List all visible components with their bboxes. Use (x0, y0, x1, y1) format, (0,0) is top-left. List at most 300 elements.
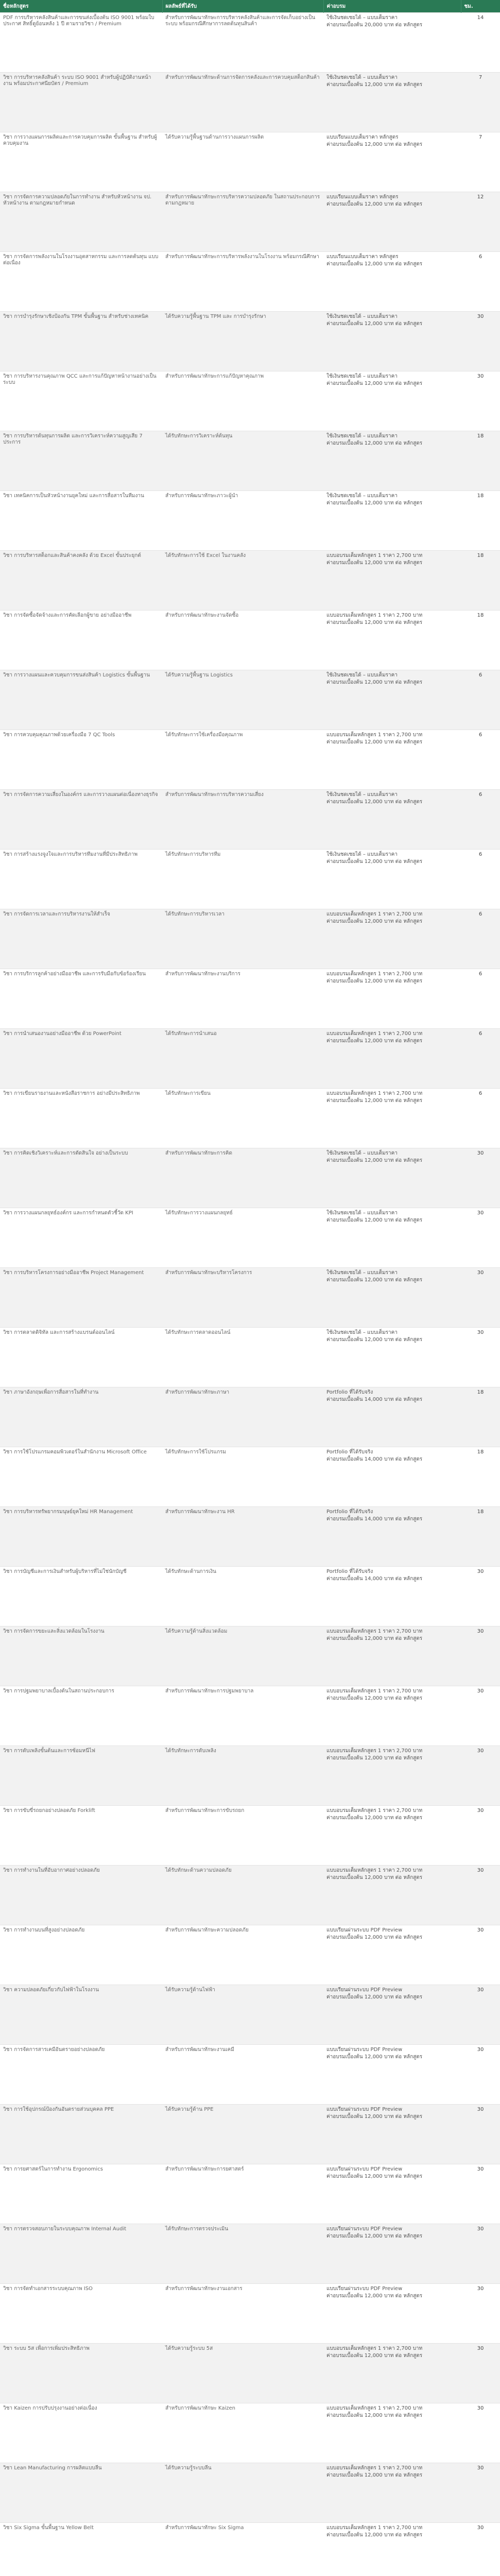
course-hours: 30 (461, 1208, 500, 1268)
table-row (0, 1208, 500, 1268)
price-line: ค่าอบรมเบื้องต้น 14,000 บาท ต่อ หลักสูตร (326, 1516, 423, 1522)
price-line: ค่าอบรมเบื้องต้น 12,000 บาท ต่อ หลักสูตร (326, 919, 423, 924)
course-outcome: สำหรับการพัฒนาทักษะการบริหารความเสี่ยง (162, 790, 323, 850)
price-line: ค่าอบรมเบื้องต้น 12,000 บาท ต่อ หลักสูตร (326, 2293, 423, 2299)
table-row (0, 1806, 500, 1866)
course-outcome: ได้รับทักษะการบริหารเวลา (162, 909, 323, 969)
course-title: วิชา การดับเพลิงขั้นต้นและการซ้อมหนีไฟ (0, 1746, 162, 1806)
price-line: ค่าอบรมเบื้องต้น 12,000 บาท ต่อ หลักสูตร (326, 2054, 423, 2060)
price-line: แบบอบรมเต็มหลักสูตร 1 ราคา 2,700 บาท (326, 1868, 423, 1873)
price-line: ใช้เงินชดเชยได้ – แบบเต็มราคา (326, 792, 398, 798)
course-price (323, 1567, 461, 1626)
course-hours: 30 (461, 2045, 500, 2105)
course-outcome: สำหรับการพัฒนาทักษะการบริหารคลังสินค้าและการจัดเก็บอย่างเป็นระบบ พร้อมกรณีศึกษาการลดต้นทุนสินค้า (162, 13, 323, 73)
course-title: วิชา Kaizen การปรับปรุงงานอย่างต่อเนื่อง (0, 2403, 162, 2463)
course-hours: 30 (461, 2224, 500, 2284)
table-row (0, 1328, 500, 1387)
course-outcome: ได้รับทักษะด้านการเงิน (162, 1567, 323, 1626)
course-title: วิชา Six Sigma ขั้นพื้นฐาน Yellow Belt (0, 2523, 162, 2576)
price-line: ค่าอบรมเบื้องต้น 12,000 บาท ต่อ หลักสูตร (326, 739, 423, 745)
price-line: ใช้เงินชดเชยได้ – แบบเต็มราคา (326, 1150, 398, 1156)
course-title: วิชา Lean Manufacturing การผลิตแบบลีน (0, 2463, 162, 2523)
price-line: Portfolio ที่ได้รับจริง (326, 1569, 373, 1574)
table-row (0, 969, 500, 1029)
price-line: ค่าอบรมเบื้องต้น 12,000 บาท ต่อ หลักสูตร (326, 1696, 423, 1701)
price-line: ค่าอบรมเบื้องต้น 12,000 บาท ต่อ หลักสูตร (326, 1994, 423, 2000)
table-row (0, 1746, 500, 1806)
course-outcome: ได้รับทักษะการวางแผนกลยุทธ์ (162, 1208, 323, 1268)
course-price (323, 1447, 461, 1507)
price-line: ค่าอบรมเบื้องต้น 12,000 บาท ต่อ หลักสูตร (326, 261, 423, 267)
price-line: แบบเรียนผ่านระบบ PDF Preview (326, 2226, 403, 2232)
price-line: ค่าอบรมเบื้องต้น 12,000 บาท ต่อ หลักสูตร (326, 620, 423, 625)
course-price (323, 13, 461, 73)
course-hours: 30 (461, 2344, 500, 2403)
course-outcome: สำหรับการพัฒนาทักษะการปฐมพยาบาล (162, 1686, 323, 1746)
course-outcome: สำหรับการพัฒนาทักษะการบริหารพลังงานในโรงงาน พร้อมกรณีศึกษา (162, 252, 323, 312)
course-title: วิชา การขับขี่รถยกอย่างปลอดภัย Forklift (0, 1806, 162, 1866)
course-outcome: ได้รับทักษะการดับเพลิง (162, 1746, 323, 1806)
price-line: แบบอบรมเต็มหลักสูตร 1 ราคา 2,700 บาท (326, 971, 423, 977)
course-hours: 30 (461, 1925, 500, 1985)
course-hours: 18 (461, 491, 500, 551)
price-line: ค่าอบรมเบื้องต้น 12,000 บาท ต่อ หลักสูตร (326, 321, 423, 327)
course-title: วิชา การใช้อุปกรณ์ป้องกันอันตรายส่วนบุคคล PPE (0, 2105, 162, 2164)
price-line: ค่าอบรมเบื้องต้น 12,000 บาท ต่อ หลักสูตร (326, 2174, 423, 2179)
price-line: ค่าอบรมเบื้องต้น 12,000 บาท ต่อ หลักสูตร (326, 2472, 423, 2478)
course-hours: 30 (461, 2463, 500, 2523)
price-line: แบบเรียนแบบเต็มราคา หลักสูตร (326, 194, 399, 200)
course-outcome: ได้รับทักษะการใช้เครื่องมือคุณภาพ (162, 730, 323, 790)
course-title: วิชา การวางแผนกลยุทธ์องค์กร และการกำหนดตัวชี้วัด KPI (0, 1208, 162, 1268)
course-hours: 30 (461, 1686, 500, 1746)
price-line: ค่าอบรมเบื้องต้น 12,000 บาท ต่อ หลักสูตร (326, 142, 423, 147)
price-line: Portfolio ที่ได้รับจริง (326, 1389, 373, 1395)
course-outcome: ได้รับความรู้ระบบ 5ส (162, 2344, 323, 2403)
course-hours: 30 (461, 2284, 500, 2344)
course-price (323, 1866, 461, 1925)
table-row (0, 192, 500, 252)
course-price (323, 2463, 461, 2523)
table-row (0, 1268, 500, 1328)
price-line: ค่าอบรมเบื้องต้น 12,000 บาท ต่อ หลักสูตร (326, 859, 423, 865)
table-row (0, 1626, 500, 1686)
table-row (0, 611, 500, 670)
course-title: วิชา การจัดทำเอกสารระบบคุณภาพ ISO (0, 2284, 162, 2344)
price-line: ค่าอบรมเบื้องต้น 12,000 บาท ต่อ หลักสูตร (326, 1755, 423, 1761)
price-line: แบบอบรมเต็มหลักสูตร 1 ราคา 2,700 บาท (326, 732, 423, 738)
course-title: วิชา การจัดการเวลาและการบริหารงานให้สำเร็จ (0, 909, 162, 969)
course-price (323, 132, 461, 192)
course-outcome: ได้รับความรู้ด้าน PPE (162, 2105, 323, 2164)
price-line: แบบอบรมเต็มหลักสูตร 1 ราคา 2,700 บาท (326, 613, 423, 618)
course-outcome: สำหรับการพัฒนาทักษะงานเคมี (162, 2045, 323, 2105)
course-price (323, 371, 461, 431)
course-price (323, 969, 461, 1029)
header-course: ชื่อหลักสูตร (0, 0, 162, 13)
course-hours: 30 (461, 1746, 500, 1806)
course-price (323, 1806, 461, 1866)
price-line: ใช้เงินชดเชยได้ – แบบเต็มราคา (326, 493, 398, 499)
course-outcome: ได้รับทักษะการตลาดออนไลน์ (162, 1328, 323, 1387)
course-price (323, 73, 461, 132)
table-row (0, 909, 500, 969)
course-title: วิชา การจัดซื้อจัดจ้างและการคัดเลือกผู้ขาย อย่างมืออาชีพ (0, 611, 162, 670)
course-price (323, 491, 461, 551)
course-outcome: สำหรับการพัฒนาทักษะงาน HR (162, 1507, 323, 1567)
course-hours: 30 (461, 371, 500, 431)
course-outcome: สำหรับการพัฒนาทักษะการยศาสตร์ (162, 2164, 323, 2224)
price-line: ค่าอบรมเบื้องต้น 12,000 บาท ต่อ หลักสูตร (326, 2114, 423, 2120)
course-outcome: ได้รับความรู้ระบบลีน (162, 2463, 323, 2523)
course-price (323, 670, 461, 730)
table-row (0, 1567, 500, 1626)
course-price (323, 1268, 461, 1328)
course-hours: 18 (461, 1447, 500, 1507)
table-row (0, 2164, 500, 2224)
course-price (323, 1985, 461, 2045)
course-hours: 6 (461, 730, 500, 790)
table-row (0, 1148, 500, 1208)
course-title: วิชา การบริหารคลังสินค้า ระบบ ISO 9001 สำหรับผู้ปฏิบัติงานหน้างาน พร้อมประกาศนียบัตร / Premium (0, 73, 162, 132)
course-outcome: สำหรับการพัฒนาทักษะการแก้ปัญหาคุณภาพ (162, 371, 323, 431)
course-hours: 6 (461, 670, 500, 730)
table-row (0, 2403, 500, 2463)
course-price (323, 1626, 461, 1686)
course-price (323, 1089, 461, 1148)
table-row (0, 730, 500, 790)
table-row (0, 2105, 500, 2164)
course-outcome: สำหรับการพัฒนาทักษะงานจัดซื้อ (162, 611, 323, 670)
course-hours: 6 (461, 1089, 500, 1148)
course-hours: 6 (461, 850, 500, 909)
header-price: ค่าอบรม (323, 0, 461, 13)
course-outcome: ได้รับความรู้ด้านสิ่งแวดล้อม (162, 1626, 323, 1686)
price-line: แบบเรียนผ่านระบบ PDF Preview (326, 2286, 403, 2292)
course-hours: 30 (461, 2403, 500, 2463)
course-price (323, 1387, 461, 1447)
price-line: ค่าอบรมเบื้องต้น 12,000 บาท ต่อ หลักสูตร (326, 1875, 423, 1880)
price-line: แบบเรียนแบบเต็มราคา หลักสูตร (326, 254, 399, 260)
price-line: ค่าอบรมเบื้องต้น 14,000 บาท ต่อ หลักสูตร (326, 1576, 423, 1582)
course-hours: 30 (461, 312, 500, 371)
price-line: ค่าอบรมเบื้องต้น 12,000 บาท ต่อ หลักสูตร (326, 2353, 423, 2359)
price-line: ค่าอบรมเบื้องต้น 12,000 บาท ต่อ หลักสูตร (326, 799, 423, 805)
course-hours: 18 (461, 551, 500, 611)
course-title: วิชา การจัดการพลังงานในโรงงานอุตสาหกรรม และการลดต้นทุน แบบต่อเนื่อง (0, 252, 162, 312)
price-line: ค่าอบรมเบื้องต้น 12,000 บาท ต่อ หลักสูตร (326, 1038, 423, 1044)
course-outcome: ได้รับทักษะการตรวจประเมิน (162, 2224, 323, 2284)
course-title: วิชา การจัดการขยะและสิ่งแวดล้อมในโรงงาน (0, 1626, 162, 1686)
table-row (0, 2463, 500, 2523)
course-title: วิชา การบริหารสต็อกและสินค้าคงคลัง ด้วย Excel ขั้นประยุกต์ (0, 551, 162, 611)
course-outcome: สำหรับการพัฒนาทักษะความปลอดภัย (162, 1925, 323, 1985)
course-title: วิชา การทำงานบนที่สูงอย่างปลอดภัย (0, 1925, 162, 1985)
price-line: แบบเรียนผ่านระบบ PDF Preview (326, 2166, 403, 2172)
course-price (323, 1746, 461, 1806)
course-outcome: ได้รับทักษะการเขียน (162, 1089, 323, 1148)
table-row (0, 850, 500, 909)
course-price (323, 2164, 461, 2224)
course-outcome: ได้รับทักษะการใช้โปรแกรม (162, 1447, 323, 1507)
table-header-row (0, 0, 500, 13)
price-line: ใช้เงินชดเชยได้ – แบบเต็มราคา (326, 1210, 398, 1216)
course-outcome: สำหรับการพัฒนาทักษะภาวะผู้นำ (162, 491, 323, 551)
price-line: ใช้เงินชดเชยได้ – แบบเต็มราคา (326, 314, 398, 319)
course-outcome: ได้รับความรู้พื้นฐาน TPM และ การบำรุงรักษา (162, 312, 323, 371)
price-line: แบบอบรมเต็มหลักสูตร 1 ราคา 2,700 บาท (326, 1091, 423, 1096)
price-line: แบบเรียนแบบเต็มราคา หลักสูตร (326, 134, 399, 140)
course-price (323, 1328, 461, 1387)
table-row (0, 132, 500, 192)
course-hours: 30 (461, 2105, 500, 2164)
price-line: แบบอบรมเต็มหลักสูตร 1 ราคา 2,700 บาท (326, 1748, 423, 1754)
course-outcome: สำหรับการพัฒนาทักษะ Six Sigma (162, 2523, 323, 2576)
course-hours: 30 (461, 1148, 500, 1208)
course-title: วิชา การบำรุงรักษาเชิงป้องกัน TPM ขั้นพื้นฐาน สำหรับช่างเทคนิค (0, 312, 162, 371)
course-outcome: สำหรับการพัฒนาทักษะการขับรถยก (162, 1806, 323, 1866)
course-price (323, 312, 461, 371)
course-title: วิชา การควบคุมคุณภาพด้วยเครื่องมือ 7 QC Tools (0, 730, 162, 790)
price-line: แบบอบรมเต็มหลักสูตร 1 ราคา 2,700 บาท (326, 1031, 423, 1037)
course-outcome: ได้รับความรู้ด้านไฟฟ้า (162, 1985, 323, 2045)
course-title: วิชา การทำงานในที่อับอากาศอย่างปลอดภัย (0, 1866, 162, 1925)
course-title: วิชา ความปลอดภัยเกี่ยวกับไฟฟ้าในโรงงาน (0, 1985, 162, 2045)
course-outcome: ได้รับทักษะการใช้ Excel ในงานคลัง (162, 551, 323, 611)
price-line: ค่าอบรมเบื้องต้น 14,000 บาท ต่อ หลักสูตร (326, 1456, 423, 1462)
course-hours: 18 (461, 1507, 500, 1567)
table-row (0, 1866, 500, 1925)
course-title: วิชา การจัดการสารเคมีอันตรายอย่างปลอดภัย (0, 2045, 162, 2105)
price-line: ค่าอบรมเบื้องต้น 12,000 บาท ต่อ หลักสูตร (326, 1158, 423, 1163)
course-hours: 30 (461, 1328, 500, 1387)
table-row (0, 431, 500, 491)
course-title: วิชา การจัดการความปลอดภัยในการทำงาน สำหรับหัวหน้างาน จป. หัวหน้างาน ตามกฎหมายกำหนด (0, 192, 162, 252)
course-hours: 6 (461, 909, 500, 969)
course-outcome: สำหรับการพัฒนาทักษะงานบริการ (162, 969, 323, 1029)
course-title: วิชา การเขียนรายงานและหนังสือราชการ อย่างมีประสิทธิภาพ (0, 1089, 162, 1148)
course-price (323, 2344, 461, 2403)
price-line: แบบเรียนผ่านระบบ PDF Preview (326, 1987, 403, 1993)
course-outcome: ได้รับความรู้พื้นฐาน Logistics (162, 670, 323, 730)
price-line: ใช้เงินชดเชยได้ – แบบเต็มราคา (326, 15, 398, 21)
price-line: ค่าอบรมเบื้องต้น 20,000 บาท ต่อ หลักสูตร (326, 22, 423, 28)
course-hours: 18 (461, 431, 500, 491)
course-hours: 7 (461, 132, 500, 192)
course-price (323, 909, 461, 969)
table-row (0, 1985, 500, 2045)
course-hours: 30 (461, 2523, 500, 2576)
price-line: ค่าอบรมเบื้องต้น 12,000 บาท ต่อ หลักสูตร (326, 440, 423, 446)
price-line: ค่าอบรมเบื้องต้น 12,000 บาท ต่อ หลักสูตร (326, 978, 423, 984)
table-row (0, 1447, 500, 1507)
price-line: แบบเรียนผ่านระบบ PDF Preview (326, 1927, 403, 1933)
course-price (323, 1686, 461, 1746)
price-line: แบบอบรมเต็มหลักสูตร 1 ราคา 2,700 บาท (326, 1688, 423, 1694)
course-outcome: สำหรับการพัฒนาทักษะด้านการจัดการคลังและการควบคุมสต็อกสินค้า (162, 73, 323, 132)
course-hours: 7 (461, 73, 500, 132)
course-title: วิชา การวางแผนการผลิตและการควบคุมการผลิต ขั้นพื้นฐาน สำหรับผู้ควบคุมงาน (0, 132, 162, 192)
course-outcome: สำหรับการพัฒนาทักษะภาษา (162, 1387, 323, 1447)
course-title: วิชา การบริหารโครงการอย่างมืออาชีพ Project Management (0, 1268, 162, 1328)
price-line: แบบอบรมเต็มหลักสูตร 1 ราคา 2,700 บาท (326, 553, 423, 558)
price-line: แบบอบรมเต็มหลักสูตร 1 ราคา 2,700 บาท (326, 911, 423, 917)
price-line: ค่าอบรมเบื้องต้น 12,000 บาท ต่อ หลักสูตร (326, 560, 423, 566)
table-row (0, 2523, 500, 2576)
course-price (323, 611, 461, 670)
table-row (0, 1686, 500, 1746)
table-row (0, 1387, 500, 1447)
course-price (323, 790, 461, 850)
course-hours: 14 (461, 13, 500, 73)
course-outcome: ได้รับทักษะการนำเสนอ (162, 1029, 323, 1089)
table-row (0, 2344, 500, 2403)
course-title: PDF การบริหารคลังสินค้าและการขนส่งเบื้องต้น ISO 9001 พร้อมใบประกาศ สิทธิ์ดูย้อนหลัง 1 ปี ตามรายวิชา / Premium (0, 13, 162, 73)
price-line: ค่าอบรมเบื้องต้น 12,000 บาท ต่อ หลักสูตร (326, 1277, 423, 1283)
table-row (0, 1507, 500, 1567)
course-title: วิชา การคิดเชิงวิเคราะห์และการตัดสินใจ อย่างเป็นระบบ (0, 1148, 162, 1208)
course-outcome: สำหรับการพัฒนาทักษะงานเอกสาร (162, 2284, 323, 2344)
course-title: วิชา การตรวจสอบภายในระบบคุณภาพ Internal Audit (0, 2224, 162, 2284)
header-hours: ชม. (461, 0, 500, 13)
course-hours: 30 (461, 1806, 500, 1866)
price-line: แบบเรียนผ่านระบบ PDF Preview (326, 2047, 403, 2053)
price-line: ค่าอบรมเบื้องต้น 12,000 บาท ต่อ หลักสูตร (326, 1935, 423, 1940)
course-outcome: สำหรับการพัฒนาทักษะ Kaizen (162, 2403, 323, 2463)
course-hours: 30 (461, 1985, 500, 2045)
course-hours: 12 (461, 192, 500, 252)
course-title: วิชา การบริหารงานคุณภาพ QCC และการแก้ปัญหาหน้างานอย่างเป็นระบบ (0, 371, 162, 431)
price-line: ใช้เงินชดเชยได้ – แบบเต็มราคา (326, 1270, 398, 1276)
price-line: ค่าอบรมเบื้องต้น 12,000 บาท ต่อ หลักสูตร (326, 1636, 423, 1641)
course-price (323, 2403, 461, 2463)
price-line: ใช้เงินชดเชยได้ – แบบเต็มราคา (326, 1330, 398, 1335)
table-row (0, 790, 500, 850)
table-row (0, 2284, 500, 2344)
course-price (323, 1925, 461, 1985)
course-title: วิชา การตลาดดิจิทัล และการสร้างแบรนด์ออนไลน์ (0, 1328, 162, 1387)
price-line: Portfolio ที่ได้รับจริง (326, 1449, 373, 1455)
course-hours: 6 (461, 790, 500, 850)
course-hours: 6 (461, 252, 500, 312)
course-hours: 30 (461, 1567, 500, 1626)
course-price (323, 551, 461, 611)
table-row (0, 252, 500, 312)
table-row (0, 2045, 500, 2105)
course-price (323, 431, 461, 491)
course-title: วิชา การสร้างแรงจูงใจและการบริหารทีมงานที่มีประสิทธิภาพ (0, 850, 162, 909)
price-line: ใช้เงินชดเชยได้ – แบบเต็มราคา (326, 852, 398, 857)
price-line: ค่าอบรมเบื้องต้น 14,000 บาท ต่อ หลักสูตร (326, 1397, 423, 1402)
course-hours: 6 (461, 969, 500, 1029)
course-price (323, 1507, 461, 1567)
course-title: วิชา การยศาสตร์ในการทำงาน Ergonomics (0, 2164, 162, 2224)
price-line: ใช้เงินชดเชยได้ – แบบเต็มราคา (326, 672, 398, 678)
table-row (0, 73, 500, 132)
header-outcome: ผลลัพธ์ที่ได้รับ (162, 0, 323, 13)
course-outcome: สำหรับการพัฒนาทักษะการบริหารความปลอดภัย ในสถานประกอบการ ตามกฎหมาย (162, 192, 323, 252)
price-line: ค่าอบรมเบื้องต้น 12,000 บาท ต่อ หลักสูตร (326, 680, 423, 685)
price-line: ค่าอบรมเบื้องต้น 12,000 บาท ต่อ หลักสูตร (326, 1337, 423, 1343)
course-title: วิชา การบริหารต้นทุนการผลิต และการวิเคราะห์ความสูญเสีย 7 ประการ (0, 431, 162, 491)
price-line: ค่าอบรมเบื้องต้น 12,000 บาท ต่อ หลักสูตร (326, 2233, 423, 2239)
price-line: ค่าอบรมเบื้องต้น 12,000 บาท ต่อ หลักสูตร (326, 2532, 423, 2538)
price-line: ค่าอบรมเบื้องต้น 12,000 บาท ต่อ หลักสูตร (326, 1815, 423, 1821)
course-outcome: ได้รับทักษะการวิเคราะห์ต้นทุน (162, 431, 323, 491)
table-row (0, 670, 500, 730)
course-title: วิชา การใช้โปรแกรมคอมพิวเตอร์ในสำนักงาน Microsoft Office (0, 1447, 162, 1507)
course-price (323, 850, 461, 909)
table-row (0, 551, 500, 611)
table-row (0, 1089, 500, 1148)
course-title: วิชา การวางแผนและควบคุมการขนส่งสินค้า Logistics ขั้นพื้นฐาน (0, 670, 162, 730)
course-title: วิชา การบริการลูกค้าอย่างมืออาชีพ และการรับมือกับข้อร้องเรียน (0, 969, 162, 1029)
course-price (323, 252, 461, 312)
price-line: ใช้เงินชดเชยได้ – แบบเต็มราคา (326, 374, 398, 379)
table-row (0, 312, 500, 371)
course-outcome: ได้รับทักษะการบริหารทีม (162, 850, 323, 909)
price-line: ใช้เงินชดเชยได้ – แบบเต็มราคา (326, 433, 398, 439)
course-title: วิชา ระบบ 5ส เพื่อการเพิ่มประสิทธิภาพ (0, 2344, 162, 2403)
course-outcome: สำหรับการพัฒนาทักษะบริหารโครงการ (162, 1268, 323, 1328)
price-line: แบบอบรมเต็มหลักสูตร 1 ราคา 2,700 บาท (326, 2405, 423, 2411)
price-line: ค่าอบรมเบื้องต้น 12,000 บาท ต่อ หลักสูตร (326, 2413, 423, 2418)
course-outcome: ได้รับความรู้พื้นฐานด้านการวางแผนการผลิต (162, 132, 323, 192)
course-hours: 18 (461, 611, 500, 670)
table-row (0, 371, 500, 431)
course-price (323, 1148, 461, 1208)
course-title: วิชา เทคนิคการเป็นหัวหน้างานยุคใหม่ และการสื่อสารในทีมงาน (0, 491, 162, 551)
course-hours: 6 (461, 1029, 500, 1089)
course-price (323, 2224, 461, 2284)
course-title: วิชา การนำเสนองานอย่างมืออาชีพ ด้วย PowerPoint (0, 1029, 162, 1089)
price-line: ใช้เงินชดเชยได้ – แบบเต็มราคา (326, 75, 398, 80)
course-hours: 30 (461, 1268, 500, 1328)
course-price (323, 192, 461, 252)
table-row (0, 1029, 500, 1089)
course-title: วิชา การบัญชีและการเงินสำหรับผู้บริหารที่ไม่ใช่นักบัญชี (0, 1567, 162, 1626)
course-hours: 30 (461, 1626, 500, 1686)
table-row (0, 491, 500, 551)
price-line: ค่าอบรมเบื้องต้น 12,000 บาท ต่อ หลักสูตร (326, 201, 423, 207)
price-line: ค่าอบรมเบื้องต้น 12,000 บาท ต่อ หลักสูตร (326, 1217, 423, 1223)
course-title: วิชา การจัดการความเสี่ยงในองค์กร และการวางแผนต่อเนื่องทางธุรกิจ (0, 790, 162, 850)
course-hours: 18 (461, 1387, 500, 1447)
price-line: ค่าอบรมเบื้องต้น 12,000 บาท ต่อ หลักสูตร (326, 500, 423, 506)
price-line: แบบเรียนผ่านระบบ PDF Preview (326, 2107, 403, 2112)
course-hours: 30 (461, 2164, 500, 2224)
price-line: แบบอบรมเต็มหลักสูตร 1 ราคา 2,700 บาท (326, 2346, 423, 2351)
course-price (323, 1208, 461, 1268)
course-price (323, 2045, 461, 2105)
course-title: วิชา ภาษาอังกฤษเพื่อการสื่อสารในที่ทำงาน (0, 1387, 162, 1447)
course-outcome: ได้รับทักษะด้านความปลอดภัย (162, 1866, 323, 1925)
price-line: ค่าอบรมเบื้องต้น 12,000 บาท ต่อ หลักสูตร (326, 82, 423, 88)
price-line: แบบอบรมเต็มหลักสูตร 1 ราคา 2,700 บาท (326, 1808, 423, 1814)
price-line: ค่าอบรมเบื้องต้น 12,000 บาท ต่อ หลักสูตร (326, 381, 423, 386)
course-price (323, 2523, 461, 2576)
table-row (0, 13, 500, 73)
price-line: แบบอบรมเต็มหลักสูตร 1 ราคา 2,700 บาท (326, 2525, 423, 2531)
table-row (0, 1925, 500, 1985)
course-title: วิชา การปฐมพยาบาลเบื้องต้นในสถานประกอบการ (0, 1686, 162, 1746)
course-outcome: สำหรับการพัฒนาทักษะการคิด (162, 1148, 323, 1208)
course-hours: 30 (461, 1866, 500, 1925)
course-price (323, 2284, 461, 2344)
price-line: แบบอบรมเต็มหลักสูตร 1 ราคา 2,700 บาท (326, 1629, 423, 1634)
price-line: แบบอบรมเต็มหลักสูตร 1 ราคา 2,700 บาท (326, 2465, 423, 2471)
course-price (323, 2105, 461, 2164)
